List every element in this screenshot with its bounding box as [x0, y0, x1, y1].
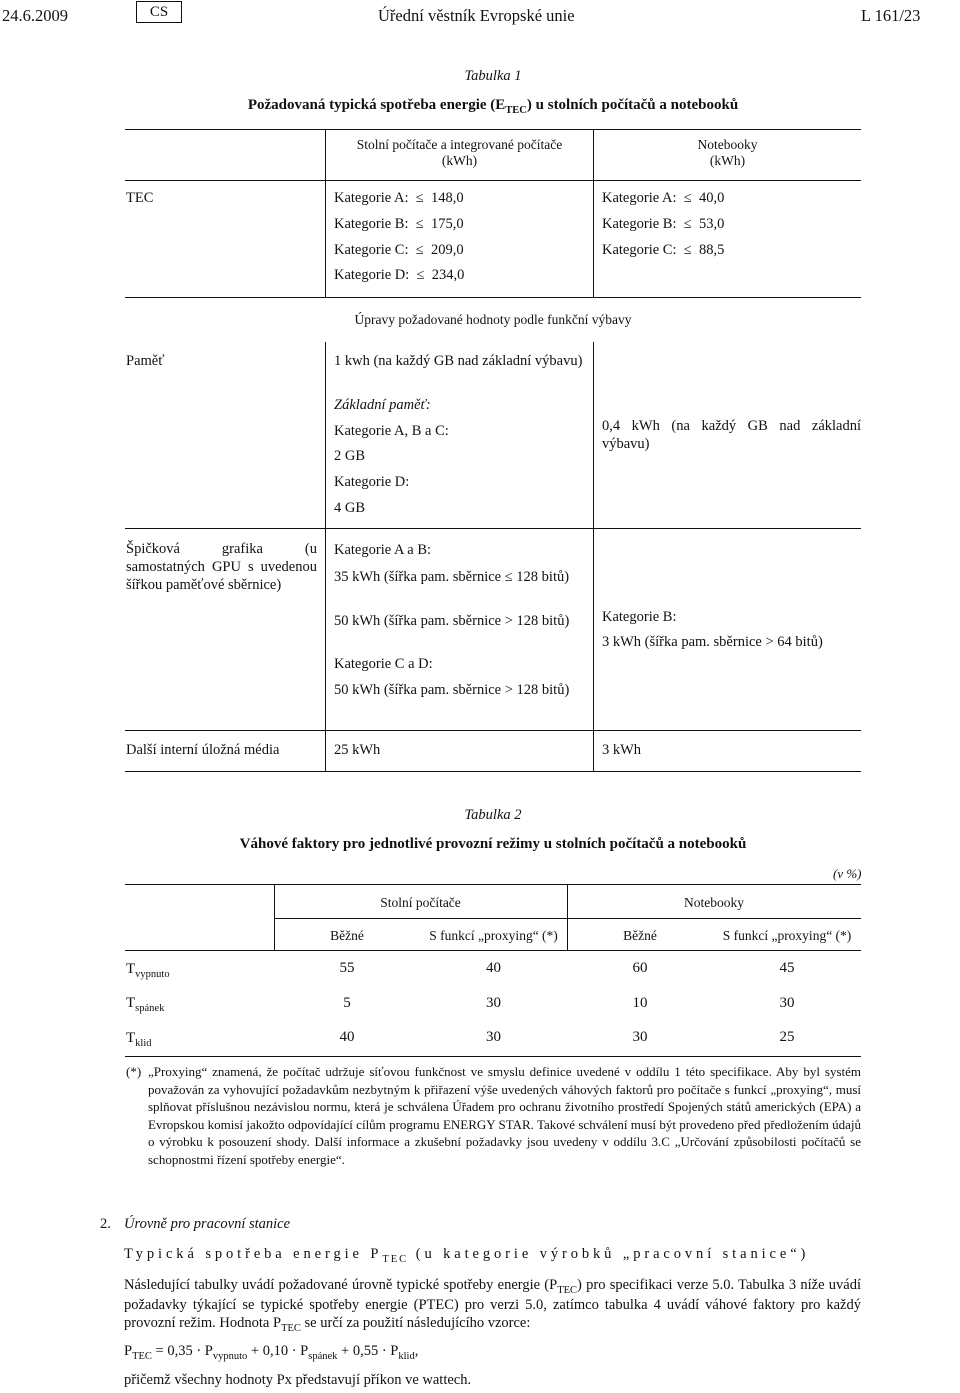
section-number: 2. [100, 1216, 111, 1232]
section-formula: $P_{TEC} = 0,35 \cdot P_{vypnuto} + 0,10 \cdot P_{spánek} + 0,55 \cdot P_{klid}$, [124, 1343, 419, 1362]
table2-title: Váhové faktory pro jednotlivé provozní režimy u stolních počítačů a notebooků [239, 836, 747, 852]
table2-cell: 60 [632, 960, 648, 976]
section-paragraph: Následující tabulky uvádí požadované úrovně typické spotřeby energie $(P_{TEC})$ pro specifikaci verze 5.0. Tabulka 3 níže uvádí požadavky týkající se typické spotřeby energie (PTEC) pro verzi 5.0, zatímco tabulka 4 uvádí váhové faktory pro každý provozní režim. Hodnota $P_{TEC}$ se určí za použití následujícího vzorce: [124, 1277, 861, 1334]
table2-sub-desktop-proxy: S funkcí „proxying“ (*) [429, 928, 558, 943]
table1-notebook-cat-a: Kategorie A: ≤ 40,0 [602, 190, 725, 206]
table1-storage-notebook: 3 kWh [602, 742, 642, 758]
table1-title: Požadovaná typická spotřeba energie $(E_{TEC})$ u stolních počítačů a notebooků [247, 97, 739, 116]
table1-rule-graphics [125, 730, 861, 731]
section-title: Úrovně pro pracovní stanice [124, 1216, 291, 1232]
table2-cell: 40 [486, 960, 501, 976]
table2-footnote-mark: (*) [126, 1064, 142, 1079]
table1-graphics-notebook-value: 3 kWh (šířka pam. sběrnice > 64 bitů) [602, 634, 823, 650]
table2-row-idle-label: $T_{klid}$ [126, 1030, 152, 1049]
table2-cell: 30 [779, 995, 795, 1011]
table1-memory-abc-value: 2 GB [334, 448, 366, 464]
table2-cell: 5 [343, 995, 351, 1011]
table2-cell: 10 [632, 995, 648, 1011]
table1-rule-header [125, 180, 861, 181]
table1-memory-base-label: Základní paměť: [334, 397, 431, 413]
table2-sub-notebook-proxy: S funkcí „proxying“ (*) [722, 928, 852, 943]
table2-label: Tabulka 2 [464, 807, 522, 823]
table1-memory-label: Paměť [126, 353, 165, 369]
table1-graphics-ab-128: 35 kWh (šířka pam. sběrnice ≤ 128 bitů) [334, 569, 570, 585]
table1-memory-notebook: 0,4 kWh (na každý GB nad základní výbavu) [602, 418, 861, 452]
table1-rule-top [125, 129, 861, 130]
table1-col-desktop: Stolní počítače a integrované počítače (kWh) [356, 137, 563, 168]
table2-row-sleep-label: $T_{spánek}$ [126, 995, 165, 1014]
section-spaced-heading: Typická spotřeba energie $P_{TEC}$ (u kategorie výrobků „pracovní stanice“) [124, 1246, 810, 1265]
table2-rule-header [125, 950, 861, 951]
table1-memory-extra: 1 kwh (na každý GB nad základní výbavu) [334, 353, 583, 369]
table1-graphics-ab-over128: 50 kWh (šířka pam. sběrnice > 128 bitů) [334, 613, 570, 629]
table1-desktop-cat-b: Kategorie B: ≤ 175,0 [334, 216, 464, 232]
table1-vrule-1b [325, 342, 326, 771]
table1-graphics-cat-ab: Kategorie A a B: [334, 542, 432, 558]
table1-memory-cat-d: Kategorie D: [334, 474, 410, 490]
table1-col-notebook: Notebooky (kWh) [697, 137, 758, 168]
table1-desktop-cat-a: Kategorie A: ≤ 148,0 [334, 190, 464, 206]
table1-memory-cat-abc: Kategorie A, B a C: [334, 423, 449, 439]
table1-storage-desktop: 25 kWh [334, 742, 381, 758]
table2-sub-desktop-normal: Běžné [330, 928, 364, 943]
table1-notebook-cat-c: Kategorie C: ≤ 88,5 [602, 242, 725, 258]
header-journal: Úřední věstník Evropské unie [378, 6, 575, 25]
table2-cell: 55 [339, 960, 355, 976]
table2-group-desktop: Stolní počítače [380, 895, 461, 910]
section-last-line: přičemž všechny hodnoty Px představují příkon ve wattech. [124, 1372, 472, 1388]
table1-notebook-cat-b: Kategorie B: ≤ 53,0 [602, 216, 725, 232]
table1-rule-memory [125, 528, 861, 529]
header-date: 24.6.2009 [2, 6, 68, 25]
table2-cell: 45 [779, 960, 795, 976]
journal-header [0, 0, 960, 30]
table1-adjust-header: Úpravy požadované hodnoty podle funkční výbavy [354, 312, 632, 327]
table1-rule-tec [125, 297, 861, 298]
table1-graphics-cat-cd: Kategorie C a D: [334, 656, 433, 672]
header-page-ref: L 161/23 [861, 6, 921, 25]
table2-cell: 30 [486, 1029, 501, 1045]
table2-cell: 30 [632, 1029, 648, 1045]
table1-graphics-label: Špičková grafika (u samostatných GPU s uvedenou šířkou paměťové sběrnice) [126, 541, 317, 593]
table1-graphics-notebook-cat: Kategorie B: [602, 609, 677, 625]
table2-cell: 30 [486, 995, 501, 1011]
table2-cell: 25 [779, 1029, 795, 1045]
table1-graphics-cd-over128: 50 kWh (šířka pam. sběrnice > 128 bitů) [334, 682, 570, 698]
table2-cell: 40 [339, 1029, 355, 1045]
table1-label: Tabulka 1 [464, 68, 522, 84]
table2-rule-top [125, 884, 861, 885]
table2-footnote: „Proxying“ znamená, že počítač udržuje síťovou funkčnost ve smyslu definice uvedené v oddílu 1 této specifikace. Aby byl systém považován za vyhovující požadavkům nezbytným k přiřazení výše uvedených váhových faktorů pro počítače s funkcí „proxying“, musí splňovat příslušnou nezávislou normu, která je schválena Úřadem pro ochranu životního prostředí Spojených států amerických (EPA) a Evropskou komisí jakožto odpovídající cílům programu ENERGY STAR. Takové schválení musí být provedeno před předložením údajů o výrobku k posouzení shody. Další informace a zkušební požadavky jsou uvedeny v oddílu 3.C „Určování způsobilosti počítačů se schopnostmi řízení spotřeby energie“. [148, 1064, 861, 1167]
table1-desktop-cat-c: Kategorie C: ≤ 209,0 [334, 242, 464, 258]
table2-group-notebook: Notebooky [684, 895, 744, 910]
table1-tec-label: TEC [126, 190, 154, 206]
table1-storage-label: Další interní úložná média [126, 742, 280, 758]
table1-memory-d-value: 4 GB [334, 500, 366, 516]
table2-rule-bottom [125, 1056, 861, 1057]
table2-unit: (v %) [833, 866, 862, 881]
table1-rule-bottom [125, 771, 861, 772]
table1-desktop-cat-d: Kategorie D: ≤ 234,0 [334, 267, 465, 283]
language-badge: CS [136, 1, 182, 23]
table2-row-off-label: $T_{vypnuto}$ [126, 961, 170, 980]
table2-sub-notebook-normal: Běžné [623, 928, 657, 943]
table1-vrule-2b [593, 342, 594, 771]
